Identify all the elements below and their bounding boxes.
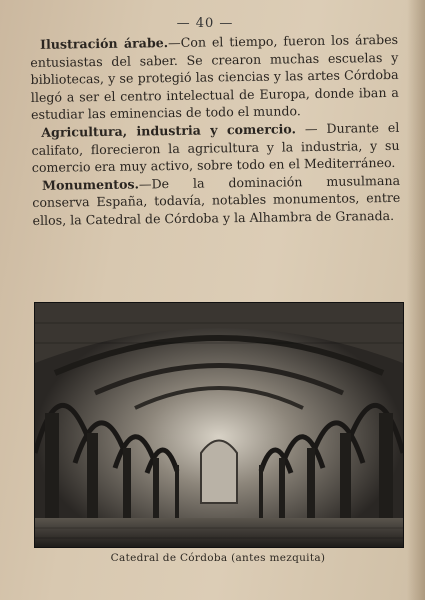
paragraph-text: —Con el tiempo, fueron los árabes entusiastas del saber. Se crearon muchas escuelas y bibliotecas, y se protegió las ciencias y las artes Córdoba llegó a ser el centro intelectual de Europa, donde iban a estudiar las eminencias de todo el mundo. — [30, 31, 399, 123]
figure-caption: Catedral de Córdoba (antes mezquita) — [110, 552, 326, 564]
paragraph-agricultura — [31, 119, 400, 177]
body-text — [30, 31, 401, 230]
paragraph-ilustracion-arabe — [30, 31, 399, 124]
paragraph-text: —De la dominación musulmana conserva España, todavía, notables monumentos, entre ellos, la Catedral de Córdoba y la Alhambra de Granada. — [32, 172, 401, 228]
paragraph-heading: Agricultura, industria y comercio. — [41, 121, 297, 140]
paragraph-heading: Monumentos. — [41, 176, 140, 193]
paragraph-text: — Durante el califato, florecieron la agricultura y la industria, y su comercio era muy activo, sobre todo en el Mediterráneo. — [31, 119, 400, 176]
cathedral-engraving — [34, 302, 404, 548]
paragraph-monumentos — [32, 172, 401, 230]
page-number: — 40 — — [176, 16, 234, 31]
paragraph-heading: Ilustración árabe. — [40, 35, 169, 52]
page-edge-shadow — [407, 0, 425, 600]
